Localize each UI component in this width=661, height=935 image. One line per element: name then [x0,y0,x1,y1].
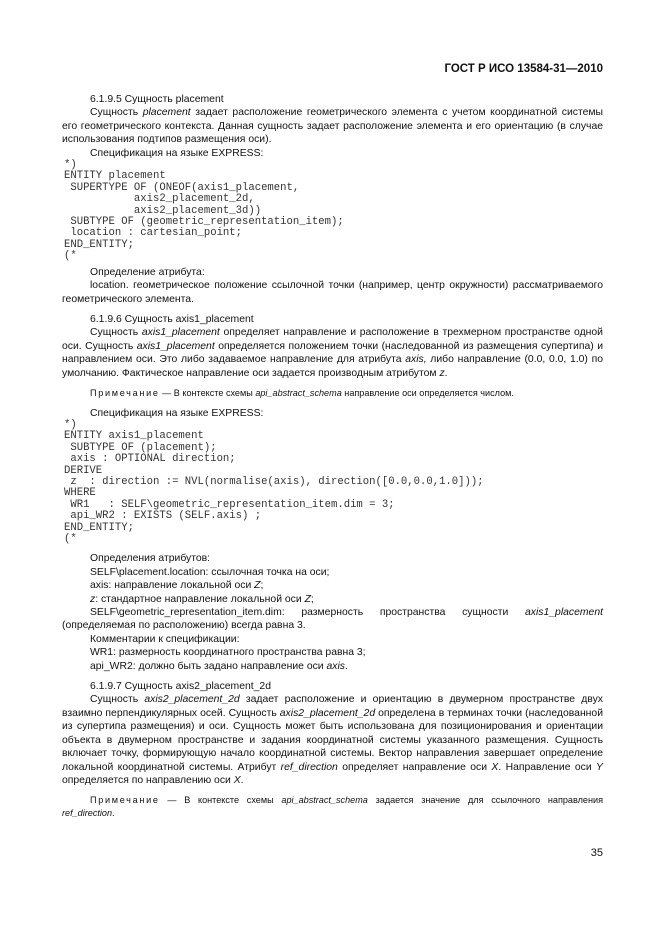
standard-header: ГОСТ Р ИСО 13584-31—2010 [444,63,603,75]
paragraph-placement-desc: Сущность placement задает расположение геометрического элемента с учетом координатной системы его геометрического контекста. Данная сущность задает расположение элемента и его ориентацию (в случае использования подтипов размещения оси). [62,107,603,146]
section-heading-axis1: 6.1.9.6 Сущность axis1_placement [90,313,254,325]
attr-z: z: стандартное направление локальной оси Z; [90,593,314,605]
paragraph-axis1-desc: Сущность axis1_placement определяет направление и расположение в трехмерном пространстве одной оси. Сущность axis1_placement определяется положением точки (наследованной из размещения супертипа) и направлением оси. Это либо задаваемое направление для атрибута axis, либо направление (0.0, 0.0, 1.0) по умолчанию. Фактическое направление оси задается производным атрибутом z. [62,327,604,379]
express-code-axis1: *) ENTITY axis1_placement SUBTYPE OF (placement); axis : OPTIONAL direction; DERIVE z : direction := NVL(normalise(axis), direction([0.0,0.0,1.0])); WHERE WR1 : SELF\geometric_representation_item.dim = 3; api_WR2 : EXISTS (SELF.axis) ; END_ENTITY; (* [64,418,484,545]
paragraph-axis2-2d-desc: Сущность axis2_placement_2d задает расположение и ориентацию в двумерном пространстве двух взаимно перпендикулярных осей. Сущность axis2_placement_2d определена в терминах точки (наследованной из супертипа размещения) и оси. Сущность может быть использована для позиционирования и ориентации объекта в двумерном пространстве и задания координатной системы указанного размещения. Сущность включает точку, формирующую начало координатной системы. Вектор направления завершает определение локальной координатной системы. Атрибут ref_direction определяет направление оси X. Направление оси Y определяется по направлению оси X. [62,694,603,786]
attr-def-label: Определение атрибута: [90,266,205,278]
note-axis1: Примечание — В контексте схемы api_abstract_schema направление оси определяется числом. [90,387,514,398]
document-body [62,93,603,820]
section-heading-placement: 6.1.9.5 Сущность placement [90,94,224,105]
attr-dim: SELF\geometric_representation_item.dim: размерность пространства сущности axis1_placement (определяемая по расположению) всегда равна 3. [62,607,603,632]
comments-label: Комментарии к спецификации: [90,633,240,645]
attrs-def-label: Определения атрибутов: [90,553,211,565]
section-heading-axis2-2d: 6.1.9.7 Сущность axis2_placement_2d [90,681,271,693]
spec-label: Спецификация на языке EXPRESS: [90,147,264,159]
express-code-placement: *) ENTITY placement SUPERTYPE OF (ONEOF(axis1_placement, axis2_placement_2d, axis2_placement_3d)) SUBTYPE OF (geometric_representation_item); location : cartesian_point; END_ENTITY; (* [64,159,344,263]
attr-location: SELF\placement.location: ссылочная точка на оси; [90,566,330,578]
attr-location: location. геометрическое положение ссылочной точки (например, центр окружности) рассматриваемого геометрического элемента. [62,280,603,305]
attr-axis: axis: направление локальной оси Z; [90,580,264,592]
comment-api-wr2: api_WR2: должно быть задано направление оси axis. [90,660,348,672]
spec-label: Спецификация на языке EXPRESS: [90,407,264,419]
comment-wr1: WR1: размерность координатного пространства равна 3; [90,647,366,659]
note-axis2-2d: Примечание — В контексте схемы api_abstract_schema задается значение для ссылочного направления ref_direction. [62,795,603,818]
page-number: 35 [590,847,603,859]
